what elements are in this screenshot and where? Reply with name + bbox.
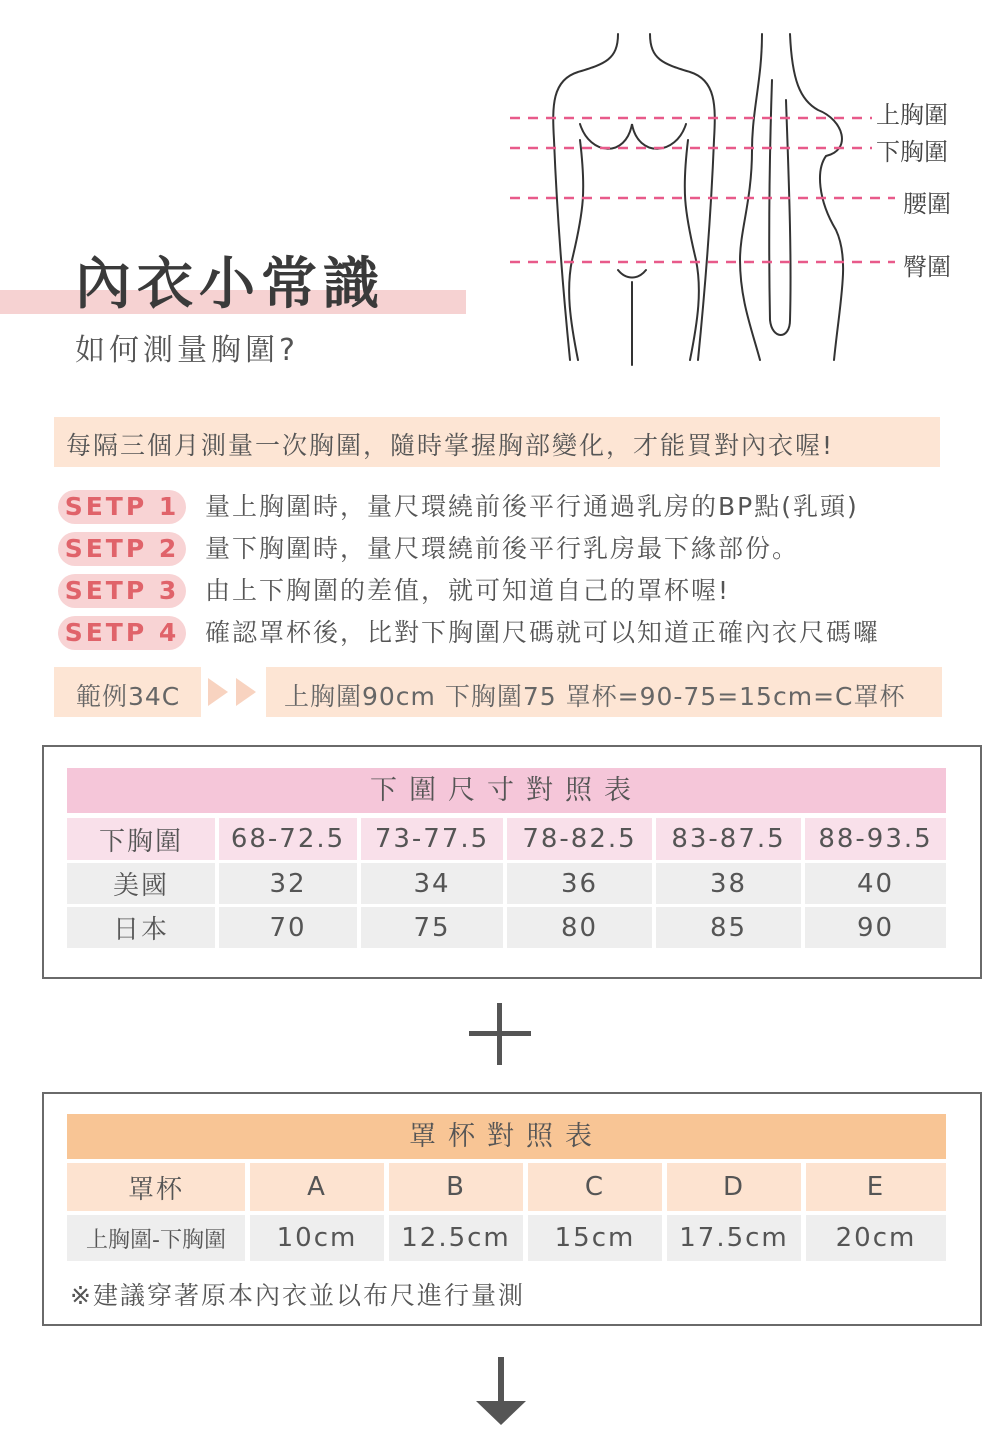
underbust-table-header: [67, 768, 946, 813]
example-label-box: [54, 667, 201, 717]
example-value: 上胸圍90cm 下胸圍75 罩杯=90-75=15cm=C罩杯: [284, 682, 906, 711]
step-4-text: 確認罩杯後，比對下胸圍尺碼就可以知道正確內衣尺碼囉: [205, 618, 881, 647]
plus-icon: [467, 1003, 533, 1069]
table-row-label: 上胸圍-下胸圍: [67, 1215, 245, 1261]
table-cell: B: [389, 1163, 523, 1211]
step-3-badge: SETP 3: [58, 574, 186, 608]
cup-table-header: [67, 1114, 946, 1159]
body-measurement-figure: [500, 20, 970, 370]
measurement-note: ※建議穿著原本內衣並以布尺進行量測: [70, 1281, 525, 1310]
table-cell: 70: [219, 907, 357, 948]
underbust-table: [67, 818, 946, 950]
front-torso-right: [685, 140, 699, 360]
table-cell: 15cm: [528, 1215, 662, 1261]
step-3-text: 由上下胸圍的差值，就可知道自己的罩杯喔!: [205, 576, 731, 605]
front-bust: [580, 124, 686, 149]
table-cell: 38: [656, 863, 801, 904]
table-cell: 17.5cm: [667, 1215, 801, 1261]
table-row-label: 美國: [67, 863, 215, 904]
step-2-badge: SETP 2: [58, 532, 186, 566]
table-cell: 73-77.5: [361, 818, 503, 860]
front-torso-left: [569, 140, 583, 360]
arrow-down-icon: [474, 1357, 528, 1427]
table-row-label: 日本: [67, 907, 215, 948]
label-waist: 腰圍: [903, 190, 951, 218]
step-1-badge: SETP 1: [58, 490, 186, 524]
intro-banner: [54, 417, 940, 467]
double-arrow-right-icon: [206, 676, 262, 708]
table-cell: 34: [361, 863, 503, 904]
page-title: 內衣小常識: [75, 251, 385, 317]
step-1-text: 量上胸圍時，量尺環繞前後平行通過乳房的BP點(乳頭): [205, 492, 859, 521]
table-cell: 78-82.5: [507, 818, 652, 860]
table-cell: 90: [805, 907, 946, 948]
table-cell: 12.5cm: [389, 1215, 523, 1261]
table-cell: 10cm: [250, 1215, 384, 1261]
label-upper-bust: 上胸圍: [876, 101, 948, 129]
table-cell: A: [250, 1163, 384, 1211]
table-row-label: 罩杯: [67, 1163, 245, 1211]
table-cell: 32: [219, 863, 357, 904]
cup-table-title: 罩杯對照表: [409, 1121, 604, 1152]
table-cell: 80: [507, 907, 652, 948]
front-crotch: [618, 270, 646, 278]
step-4-badge: SETP 4: [58, 616, 186, 650]
table-row-label: 下胸圍: [67, 818, 215, 860]
table-cell: 85: [656, 907, 801, 948]
cup-table: [67, 1163, 946, 1263]
table-cell: 20cm: [806, 1215, 946, 1261]
table-cell: 88-93.5: [805, 818, 946, 860]
table-cell: 68-72.5: [219, 818, 357, 860]
step-2-text: 量下胸圍時，量尺環繞前後平行乳房最下緣部份。: [205, 534, 800, 563]
label-hip: 臀圍: [903, 253, 951, 281]
page-subtitle: 如何測量胸圍?: [75, 333, 299, 368]
intro-text: 每隔三個月測量一次胸圍，隨時掌握胸部變化，才能買對內衣喔!: [66, 431, 835, 460]
table-cell: C: [528, 1163, 662, 1211]
underbust-table-title: 下圍尺寸對照表: [370, 775, 643, 806]
table-cell: 83-87.5: [656, 818, 801, 860]
table-cell: 75: [361, 907, 503, 948]
table-cell: 40: [805, 863, 946, 904]
example-value-box: [266, 667, 942, 717]
table-cell: 36: [507, 863, 652, 904]
label-under-bust: 下胸圍: [876, 138, 948, 166]
table-cell: D: [667, 1163, 801, 1211]
example-label: 範例34C: [76, 682, 181, 711]
table-cell: E: [806, 1163, 946, 1211]
